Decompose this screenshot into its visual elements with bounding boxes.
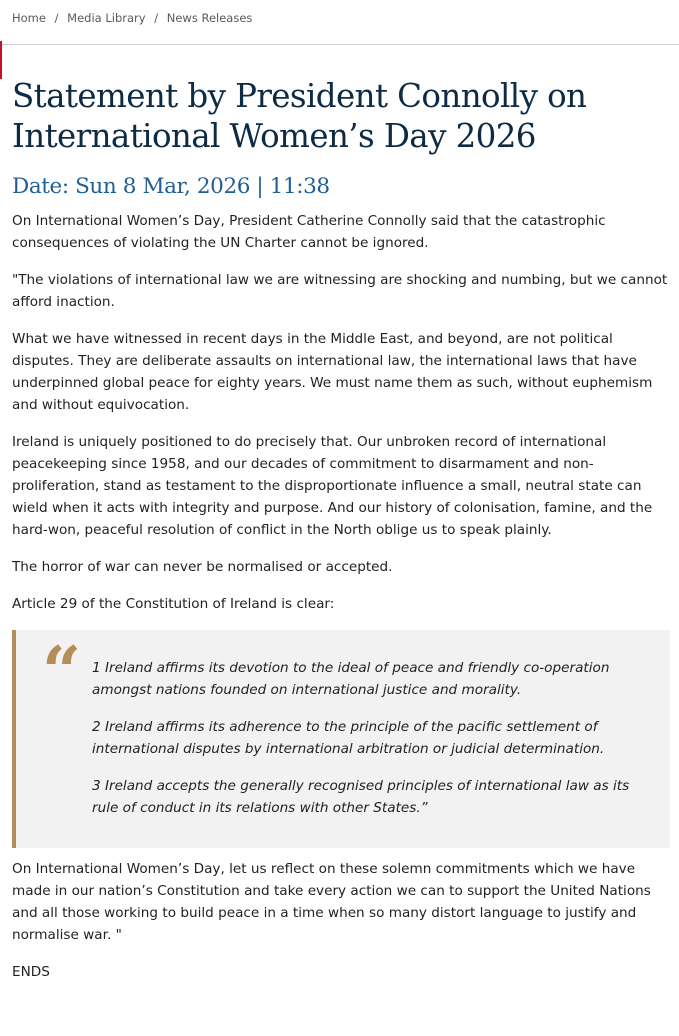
- page-title-line-2: International Women’s Day 2026: [12, 117, 536, 155]
- quote-mark-icon: “: [42, 632, 82, 712]
- breadcrumb: [12, 11, 252, 25]
- constitution-blockquote: [12, 630, 670, 848]
- quote-paragraph: 3 Ireland accepts the generally recognised principles of international law as its rule of conduct in its relations with other States.”: [92, 778, 630, 816]
- breadcrumb-news-releases-link[interactable]: News Releases: [166, 11, 253, 25]
- breadcrumb-separator: /: [154, 11, 159, 25]
- publication-date: Date: Sun 8 Mar, 2026 | 11:38: [12, 174, 330, 199]
- article-paragraph: On International Women’s Day, let us reflect on these solemn commitments which we have made in our nation’s Constitution and take every action we can to support the United Nations and all those working to build peace in a time when so many distort language to justify and normalise war. ": [12, 861, 651, 943]
- red-accent-bar: [0, 41, 2, 79]
- page-title: [12, 76, 672, 156]
- article-paragraph: Article 29 of the Constitution of Ireland is clear:: [12, 596, 335, 612]
- breadcrumb-media-library-link[interactable]: Media Library: [67, 11, 146, 25]
- header-divider: [0, 44, 679, 45]
- page-title-line-1: Statement by President Connolly on: [12, 77, 587, 115]
- article-paragraph: On International Women’s Day, President Catherine Connolly said that the catastrophic consequences of violating the UN Charter cannot be ignored.: [12, 213, 606, 251]
- breadcrumb-home-link[interactable]: Home: [12, 11, 46, 25]
- quote-paragraph: 2 Ireland affirms its adherence to the principle of the pacific settlement of international disputes by international arbitration or judicial determination.: [92, 719, 605, 757]
- article-paragraph: "The violations of international law we are witnessing are shocking and numbing, but we cannot afford inaction.: [12, 272, 668, 310]
- article-paragraph: What we have witnessed in recent days in the Middle East, and beyond, are not political disputes. They are deliberate assaults on international law, the international laws that have underpinned global peace for eighty years. We must name them as such, without euphemism and without equivocation.: [12, 331, 653, 413]
- article-paragraph: The horror of war can never be normalised or accepted.: [12, 559, 393, 575]
- quote-paragraph: 1 Ireland affirms its devotion to the ideal of peace and friendly co-operation amongst nations founded on international justice and morality.: [92, 660, 610, 698]
- article-paragraph: Ireland is uniquely positioned to do precisely that. Our unbroken record of international peacekeeping since 1958, and our decades of commitment to disarmament and non-proliferation, stand as testament to the disproportionate influence a small, neutral state can wield when it acts with integrity and purpose. And our history of colonisation, famine, and the hard-won, peaceful resolution of conflict in the North oblige us to speak plainly.: [12, 434, 653, 538]
- article-ends-marker: ENDS: [12, 964, 50, 980]
- breadcrumb-separator: /: [54, 11, 59, 25]
